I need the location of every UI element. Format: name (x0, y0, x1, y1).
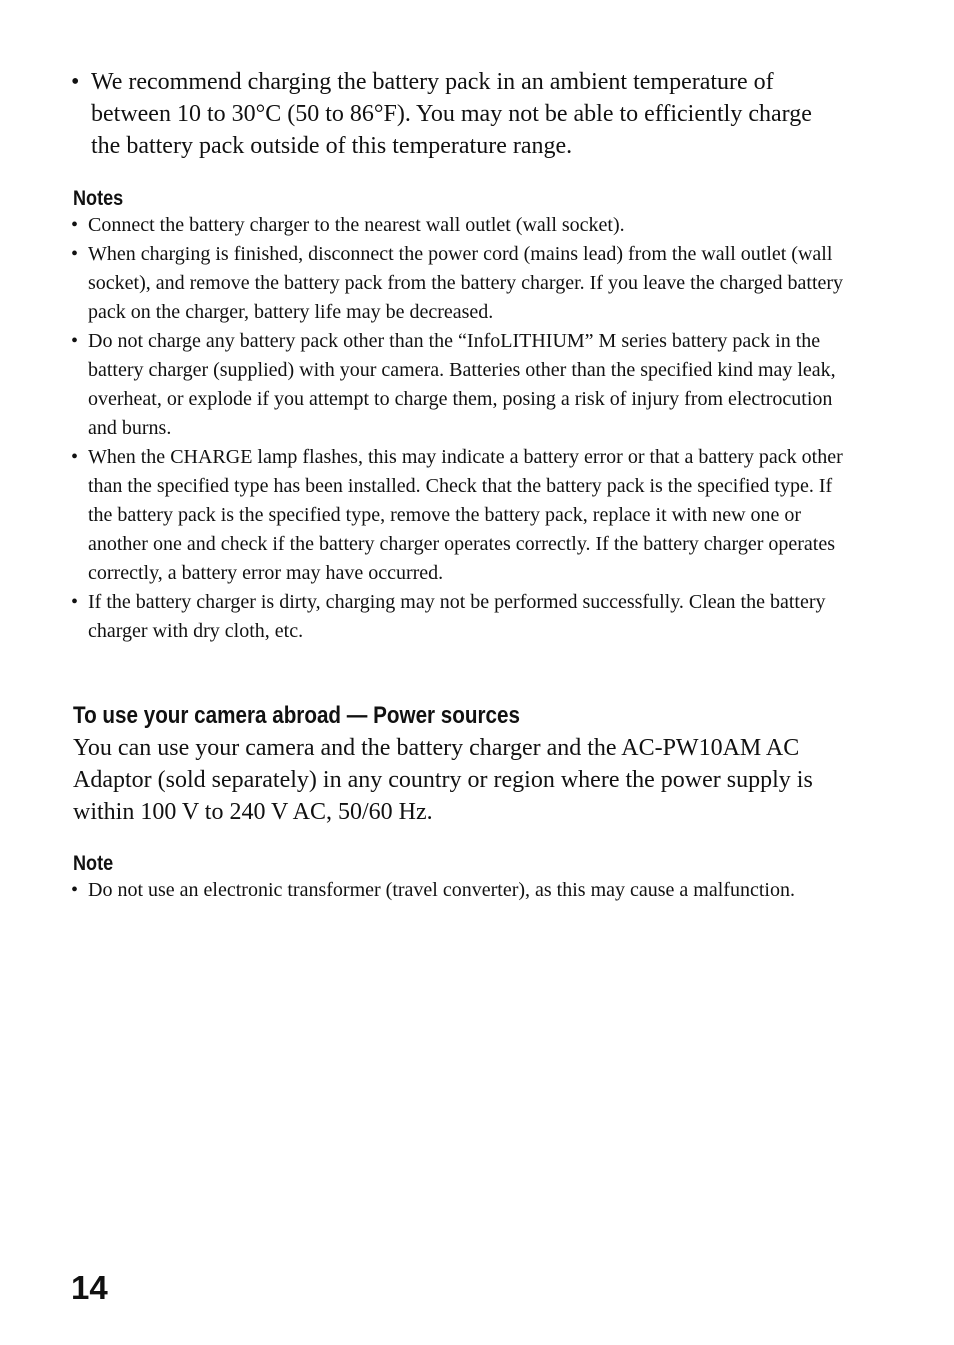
notes-heading: Notes (73, 187, 124, 210)
bullet-dot: • (71, 69, 80, 95)
notes-list-item (71, 443, 846, 588)
note-text: Connect the battery charger to the nearest wall outlet (wall socket). (88, 214, 625, 236)
notes-list-item (71, 588, 846, 646)
power-sources-body: You can use your camera and the battery charger and the AC-PW10AM AC Adaptor (sold separately) in any country or region where the power supply is within 100 V to 240 V AC, 50/60 Hz. (73, 735, 813, 825)
intro-bullet-item (71, 66, 841, 162)
page-number: 14 (71, 1269, 108, 1306)
note-text: When charging is finished, disconnect the power cord (mains lead) from the wall outlet (wall socket), and remove the battery pack from the battery charger. If you leave the charged battery pack on the charger, battery life may be decreased. (88, 243, 844, 323)
notes-list-item (71, 211, 846, 240)
notes-list-item (71, 327, 846, 443)
note-list (71, 876, 846, 905)
note-text: When the CHARGE lamp flashes, this may indicate a battery error or that a battery pack other than the specified type has been installed. Check that the battery pack is the specified type. If the battery pack is the specified type, remove the battery pack, replace it with new one or another one and check if the battery charger operates correctly. If the battery charger operates correctly, a battery error may have occurred. (88, 446, 843, 584)
bullet-dot: • (71, 446, 79, 468)
notes-list-item (71, 240, 846, 327)
power-sources-heading: To use your camera abroad — Power sources (73, 702, 520, 729)
bullet-dot: • (71, 243, 79, 265)
note-text: Do not charge any battery pack other than the “InfoLITHIUM” M series battery pack in the battery charger (supplied) with your camera. Batteries other than the specified kind may leak, overheat, or explode if you attempt to charge them, posing a risk of injury from electrocution and burns. (88, 330, 836, 439)
notes-list (71, 211, 846, 646)
bullet-dot: • (71, 879, 79, 901)
bullet-dot: • (71, 330, 79, 352)
intro-text: We recommend charging the battery pack in an ambient temperature of between 10 to 30°C (50 to 86°F). You may not be able to efficiently charge the battery pack outside of this temperature range. (91, 69, 812, 159)
bullet-dot: • (71, 591, 79, 613)
note-heading: Note (73, 852, 114, 875)
note-text: If the battery charger is dirty, charging may not be performed successfully. Clean the battery charger with dry cloth, etc. (88, 591, 826, 642)
note-list-item (71, 876, 846, 905)
intro-paragraph (71, 66, 841, 162)
note-text: Do not use an electronic transformer (travel converter), as this may cause a malfunction. (88, 879, 795, 901)
bullet-dot: • (71, 214, 79, 236)
